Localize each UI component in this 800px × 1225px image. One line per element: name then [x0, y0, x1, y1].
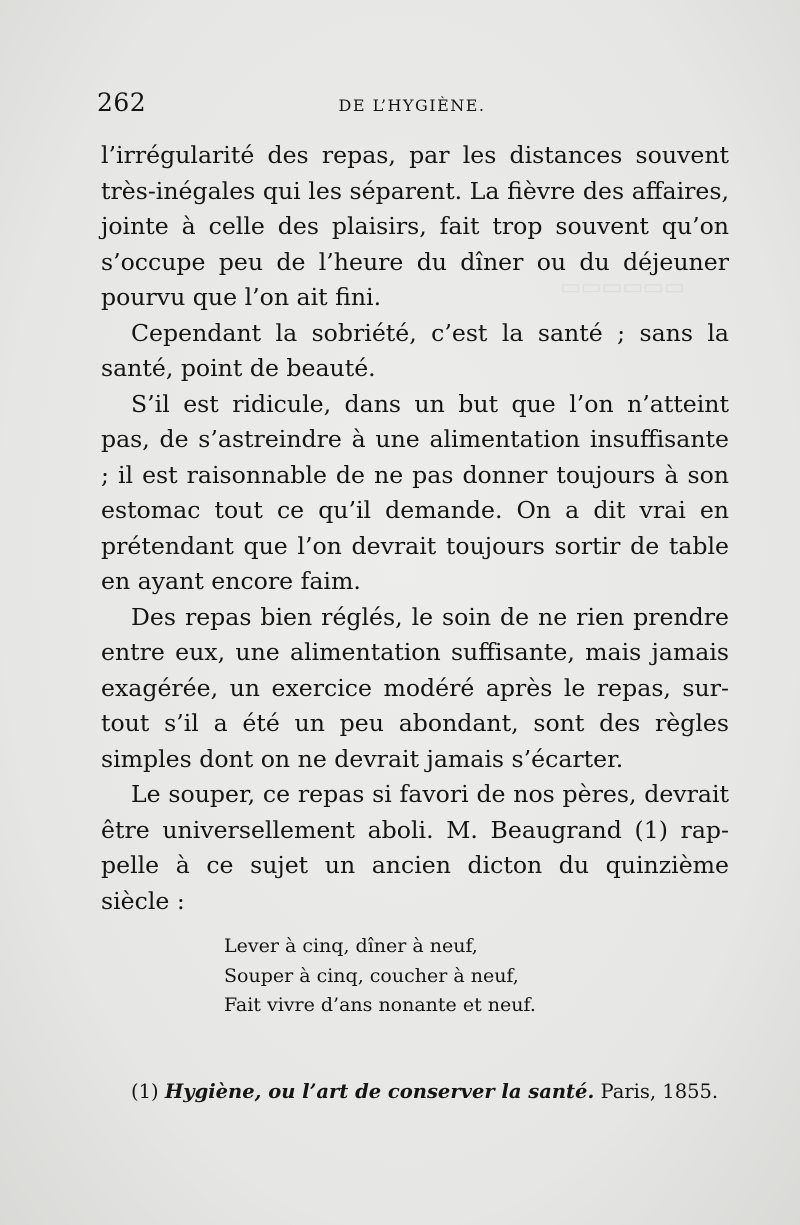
paragraph-continued: l’irrégularité des repas, par les distances souvent très-inégales qui les séparent. La fièvre des affaires, jointe à celle des plaisirs, fait trop souvent qu’on s’occupe peu de l’heure du dîner ou du déjeuner pourvu que l’on ait fini.	[101, 141, 729, 311]
body-text	[101, 138, 729, 919]
paragraph: Cependant la sobriété, c’est la santé ; sans la santé, point de beauté.	[101, 318, 729, 382]
paragraph: Le souper, ce repas si favori de nos pères, devrait être universellement aboli. M. Beaugrand (1) rappelle à ce sujet un ancien dicton du quinzième siècle :	[101, 780, 729, 915]
page-number: 262	[97, 88, 147, 117]
footnote-marker: (1)	[131, 1080, 159, 1103]
running-head: DE L’HYGIÈNE.	[338, 96, 486, 115]
paragraph: Des repas bien réglés, le soin de ne rien prendre entre eux, une alimentation suffisante, mais jamais exagérée, un exercice modéré après le repas, surtout s’il a été un peu abondant, sont des règles simples dont on ne devrait jamais s’écarter.	[101, 602, 729, 773]
verse-line: Souper à cinq, coucher à neuf,	[224, 964, 519, 987]
page-header	[97, 88, 727, 124]
verse-line: Fait vivre d’ans nonante et neuf.	[224, 994, 536, 1016]
bleed-through-shadow: ▭▭▭▭▭▭	[560, 275, 685, 300]
verse-line: Lever à cinq, dîner à neuf,	[224, 935, 478, 957]
footnote	[131, 1080, 718, 1103]
footnote-title: Hygiène, ou l’art de conserver la santé.	[164, 1080, 595, 1103]
verse-quote	[224, 932, 536, 1021]
footnote-rest: Paris, 1855.	[600, 1080, 719, 1103]
paragraph: S’il est ridicule, dans un but que l’on n’atteint pas, de s’astreindre à une alimentation insuffisante ; il est raisonnable de ne pas donner toujours à son estomac tout ce qu’il demande. On a dit vrai en prétendant que l’on devrait toujours sortir de table en ayant encore faim.	[101, 389, 729, 595]
